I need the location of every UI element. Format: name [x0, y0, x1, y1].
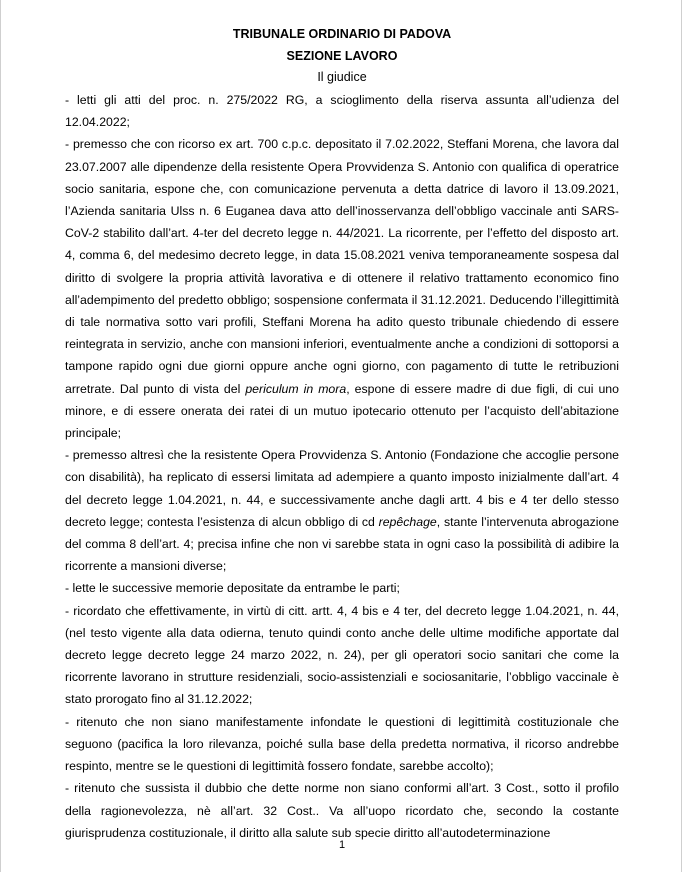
- paragraph: [65, 777, 619, 844]
- italic-text: periculum in mora: [245, 381, 347, 396]
- paragraph-text: , espone di essere madre di due figli, di cui uno minore, e di essere onerata dei ratei di un mutuo ipotecario ottenuto per l’acquisto dell’abitazione principale;: [65, 381, 619, 441]
- paragraph: [65, 600, 619, 711]
- paragraph-text: - letti gli atti del proc. n. 275/2022 RG, a scioglimento della riserva assunta all’udienza del 12.04.2022;: [65, 93, 619, 130]
- paragraph: [65, 444, 619, 577]
- judge-label: Il giudice: [317, 70, 367, 84]
- paragraph: [65, 577, 619, 599]
- paragraph-text: - ritenuto che sussista il dubbio che dette norme non siano conformi all’art. 3 Cost., sotto il profilo della ragionevolezza, nè all’art. 32 Cost.. Va all’uopo ricordato che, secondo la costante giurisprudenza costituzionale, il diritto alla salute sub specie diritto all’autodeterminazione: [65, 781, 619, 840]
- paragraph: [65, 89, 619, 133]
- paragraph-text: - premesso altresì che la resistente Opera Provvidenza S. Antonio (Fondazione che accoglie persone con disabilità), ha replicato di essersi limitata ad adempiere a quanto imposto inizialmente dall’art. 4 del decreto legge 1.04.2021, n. 44, e successivamente anche dagli artt. 4 bis e 4 ter dello stesso decreto legge; contesta l’esistenza di alcun obbligo di cd: [65, 448, 619, 529]
- paragraph-text: - lette le successive memorie depositate da entrambe le parti;: [65, 581, 400, 596]
- paragraph-text: - ricordato che effettivamente, in virtù di citt. artt. 4, 4 bis e 4 ter, del decreto legge 1.04.2021, n. 44, (nel testo vigente alla data odierna, tenuto quindi conto anche delle ultime modifiche apportate dal decreto legge decreto legge 24 marzo 2022, n. 24), per gli operatori socio sanitari che come la ricorrente lavorano in strutture residenziali, socio-assistenziali e sociosanitarie, l’obbligo vaccinale è stato prorogato fino al 31.12.2022;: [65, 603, 619, 707]
- section-title: SEZIONE LAVORO: [286, 49, 398, 63]
- paragraph-text: - ritenuto che non siano manifestamente infondate le questioni di legittimità costituzionale che seguono (pacifica la loro rilevanza, poiché sulla base della predetta normativa, il ricorso andrebbe respinto, mentre se le questioni di legittimità fossero fondate, sarebbe accolto);: [65, 714, 619, 774]
- paragraph: [65, 711, 619, 778]
- paragraph-text: - premesso che con ricorso ex art. 700 c.p.c. depositato il 7.02.2022, Steffani Morena, che lavora dal 23.07.2007 alle dipendenze della resistente Opera Provvidenza S. Antonio con qualifica di operatrice socio sanitaria, espone che, con comunicazione pervenuta a detta datrice di lavoro il 13.09.2021, l’Azienda sanitaria Ulss n. 6 Euganea dava atto dell’inosservanza dell’obbligo vaccinale anti SARS-CoV-2 stabilito dall’art. 4-ter del decreto legge n. 44/2021. La ricorrente, per l’effetto del disposto art. 4, comma 6, del medesimo decreto legge, in data 15.08.2021 veniva temporaneamente sospesa dal diritto di svolgere la propria attività lavorativa e di ottenere il relativo trattamento economico fino all’adempimento del predetto obbligo; sospensione confermata il 31.12.2021. Deducendo l’illegittimità di tale normativa sotto vari profili, Steffani Morena ha adito questo tribunale chiedendo di essere reintegrata in servizio, anche con mansioni inferiori, eventualmente anche a condizioni di sottoporsi a tampone rapido ogni due giorni oppure anche ogni giorno, con pagamento di tutte le retribuzioni arretrate. Dal punto di vista del: [65, 137, 619, 396]
- italic-text: repêchage: [378, 514, 437, 529]
- paragraph-text: , stante l’intervenuta abrogazione del comma 8 dell’art. 4; precisa infine che non vi sarebbe stata in ogni caso la possibilità di adibire la ricorrente a mansioni diverse;: [65, 514, 619, 574]
- court-title: TRIBUNALE ORDINARIO DI PADOVA: [232, 27, 452, 41]
- paragraph: [65, 133, 619, 444]
- page-number: 1: [338, 839, 346, 851]
- document-body: [65, 89, 619, 844]
